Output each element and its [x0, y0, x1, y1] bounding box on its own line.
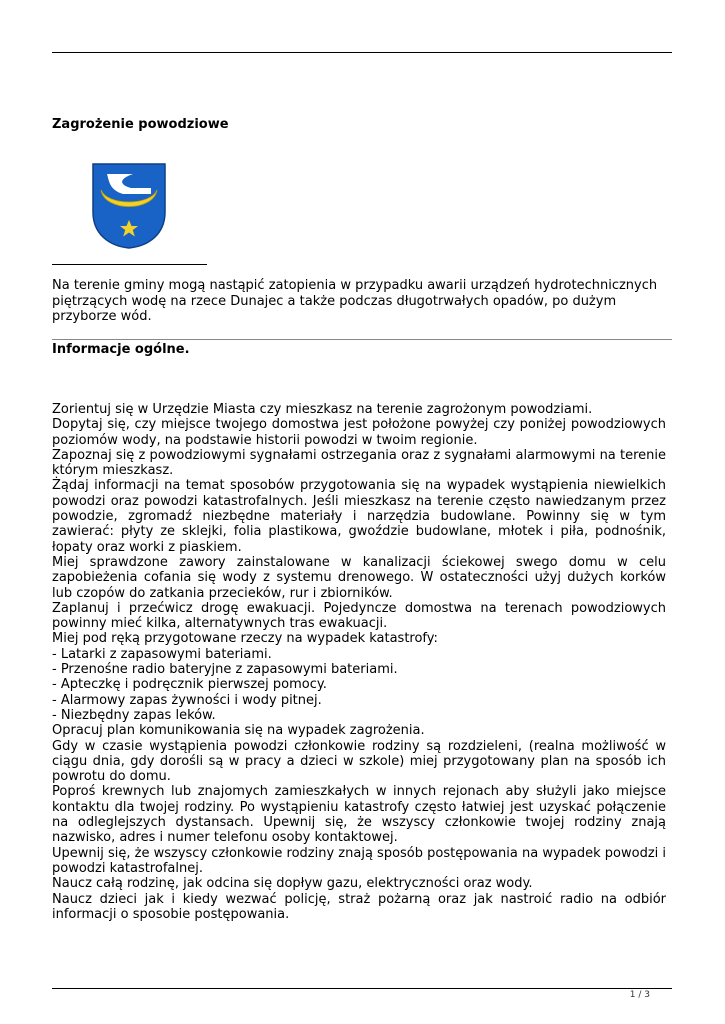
list-item: - Alarmowy zapas żywności i wody pitnej.: [52, 692, 322, 708]
intro-paragraph: Na terenie gminy mogą nastąpić zatopienia w przypadku awarii urządzeń hydrotechnicznych piętrzących wodę na rzece Dunajec a także podczas długotrwałych opadów, po dużym przyborze wód.: [52, 278, 658, 324]
paragraph: Naucz dzieci jak i kiedy wezwać policję, straż pożarną oraz jak nastroić radio na odbiór informacji o sposobie postępowania.: [52, 891, 666, 922]
list-item: - Niezbędny zapas leków.: [52, 707, 216, 723]
section-divider: [52, 339, 672, 340]
municipal-coat-of-arms-icon: [91, 162, 167, 250]
list-item: - Apteczkę i podręcznik pierwszej pomocy.: [52, 677, 327, 693]
paragraph: Żądaj informacji na temat sposobów przygotowania się na wypadek wystąpienia niewielkich powodzi oraz powodzi katastrofalnych. Jeśli mieszkasz na terenie często nawiedzanym przez powodzie, zgromadź niezbędne materiały i narzędzia budowlane. Powinny się w tym zawierać: płyty ze sklejki, folia plastikowa, gwoździe budowlane, młotek i piła, podnośnik, łopaty oraz worki z piaskiem.: [52, 478, 666, 555]
paragraph: Zapoznaj się z powodziowymi sygnałami ostrzegania oraz z sygnałami alarmowymi na terenie którym mieszkasz.: [52, 447, 666, 479]
paragraph: Poproś krewnych lub znajomych zamieszkałych w innych rejonach aby służyli jako miejsce kontaktu dla twojej rodziny. Po wystąpieniu katastrofy często łatwiej jest uzyskać połączenie na odleglejszych dystansach. Upewnij się, że wszyscy członkowie twojej rodziny znają nazwisko, adres i numer telefonu osoby kontaktowej.: [52, 784, 666, 846]
list-item: - Przenośne radio bateryjne z zapasowymi bateriami.: [52, 662, 398, 678]
footer-rule: [52, 988, 672, 989]
paragraph: Miej pod ręką przygotowane rzeczy na wypadek katastrofy:: [52, 631, 438, 647]
paragraph: Dopytaj się, czy miejsce twojego domostwa jest położone powyżej czy poniżej powodziowych poziomów wody, na podstawie historii powodzi w twoim regionie.: [52, 417, 666, 448]
image-divider: [52, 264, 207, 265]
page-title: Zagrożenie powodziowe: [52, 117, 229, 132]
paragraph: Upewnij się, że wszyscy członkowie rodziny znają sposób postępowania na wypadek powodzi i powodzi katastrofalnej.: [52, 845, 666, 876]
section-heading: Informacje ogólne.: [52, 342, 190, 357]
paragraph: Opracuj plan komunikowania się na wypadek zagrożenia.: [52, 723, 425, 739]
paragraph: Naucz całą rodzinę, jak odcina się dopływ gazu, elektryczności oraz wody.: [52, 876, 533, 892]
page-number: 1 / 3: [629, 990, 650, 1000]
body-text: [52, 402, 666, 922]
paragraph: Gdy w czasie wystąpienia powodzi członkowie rodziny są rozdzieleni, (realna możliwość w ciągu dnia, gdy dorośli są w pracy a dzieci w szkole) miej przygotowany plan na sposób ich powrotu do domu.: [52, 738, 666, 785]
paragraph: Miej sprawdzone zawory zainstalowane w kanalizacji ściekowej swego domu w celu zapobieżenia cofania się wody z systemu drenowego. W ostateczności użyj dużych korków lub czopów do zatkania przecieków, rur i zbiorników.: [52, 554, 666, 601]
header-rule: [52, 52, 672, 53]
paragraph: Zaplanuj i przećwicz drogę ewakuacji. Pojedyncze domostwa na terenach powodziowych powinny mieć kilka, alternatywnych tras ewakuacji.: [52, 600, 666, 632]
list-item: - Latarki z zapasowymi bateriami.: [52, 646, 272, 662]
paragraph: Zorientuj się w Urzędzie Miasta czy mieszkasz na terenie zagrożonym powodziami.: [52, 402, 593, 417]
